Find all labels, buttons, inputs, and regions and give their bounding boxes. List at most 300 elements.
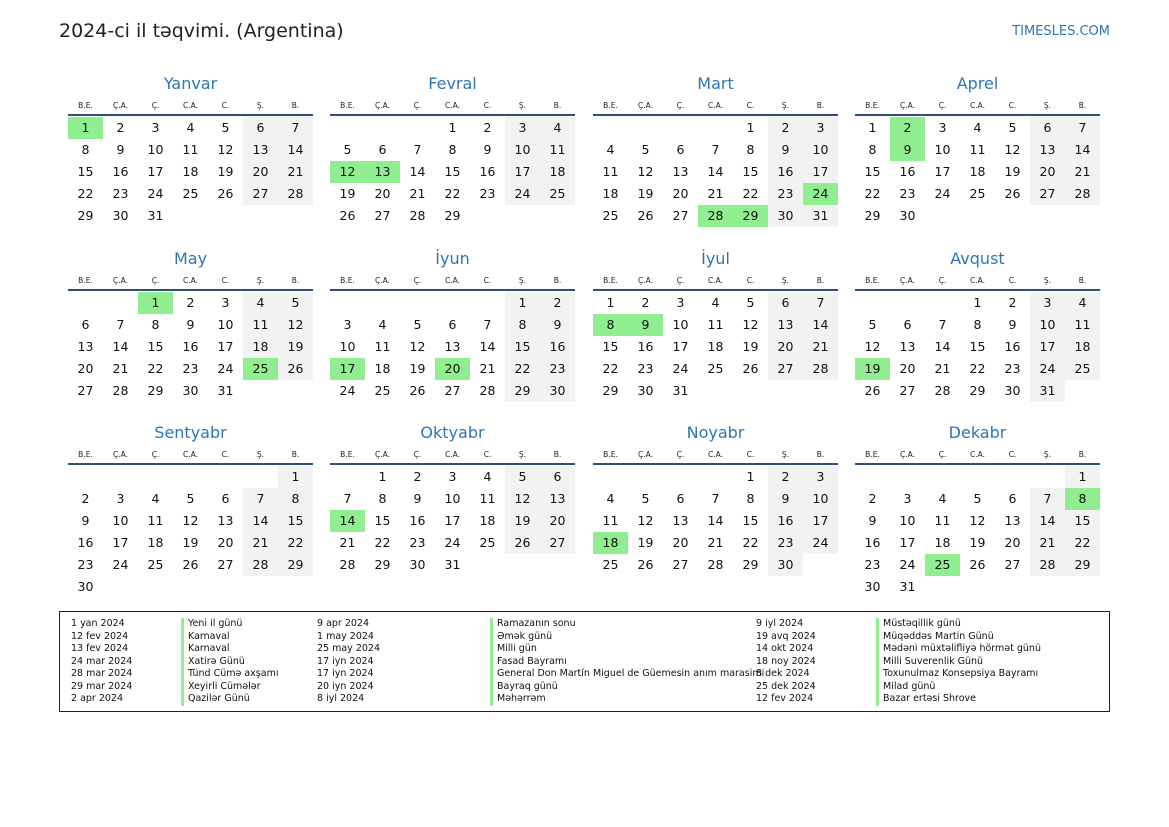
weekday-label: B.E. bbox=[603, 276, 618, 285]
day-cell: 28 bbox=[707, 557, 724, 572]
day-cell: 27 bbox=[444, 383, 461, 398]
weekday-label: B. bbox=[1078, 276, 1087, 285]
day-cell: 22 bbox=[602, 361, 619, 376]
day-cell: 2 bbox=[641, 295, 650, 310]
day-cell: 9 bbox=[768, 488, 803, 510]
day-cell: 28 bbox=[243, 554, 278, 576]
day-cell: 2 bbox=[116, 120, 125, 135]
day-cell: 10 bbox=[217, 317, 234, 332]
weekday-label: B.E. bbox=[865, 450, 880, 459]
day-cell: 13 bbox=[243, 139, 278, 161]
holiday-name: Məhərrəm bbox=[490, 693, 546, 706]
weekday-label: Ş. bbox=[781, 101, 790, 110]
day-cell: 9 bbox=[768, 139, 803, 161]
day-cell: 2 bbox=[1008, 295, 1017, 310]
holiday-day-cell: 9 bbox=[890, 139, 925, 161]
day-cell: 13 bbox=[768, 314, 803, 336]
holiday-day-cell: 18 bbox=[593, 532, 628, 554]
day-cell: 16 bbox=[899, 164, 916, 179]
day-cell: 12 bbox=[742, 317, 759, 332]
day-cell: 27 bbox=[672, 208, 689, 223]
day-cell: 18 bbox=[969, 164, 986, 179]
day-cell: 9 bbox=[483, 142, 492, 157]
site-link[interactable]: TIMESLES.COM bbox=[1012, 24, 1110, 39]
day-cell: 30 bbox=[768, 554, 803, 576]
weekday-label: B.E. bbox=[78, 276, 93, 285]
days-grid bbox=[593, 466, 838, 598]
legend-column bbox=[756, 618, 1041, 706]
day-cell: 27 bbox=[540, 532, 575, 554]
day-cell: 11 bbox=[243, 314, 278, 336]
weekday-label: C.A. bbox=[444, 450, 460, 459]
weekday-label: Ç.A. bbox=[637, 450, 653, 459]
day-cell: 16 bbox=[637, 339, 654, 354]
day-cell: 14 bbox=[1030, 510, 1065, 532]
weekday-label: Ş. bbox=[518, 276, 527, 285]
day-cell: 22 bbox=[505, 358, 540, 380]
day-cell: 6 bbox=[243, 117, 278, 139]
holiday-day-cell: 17 bbox=[330, 358, 365, 380]
day-cell: 28 bbox=[1030, 554, 1065, 576]
day-cell: 30 bbox=[1004, 383, 1021, 398]
day-cell: 7 bbox=[278, 117, 313, 139]
month-block bbox=[330, 423, 575, 598]
weekday-label: Ç. bbox=[151, 101, 160, 110]
day-cell: 22 bbox=[864, 186, 881, 201]
day-cell: 22 bbox=[1065, 532, 1100, 554]
day-cell: 8 bbox=[378, 491, 387, 506]
day-cell: 5 bbox=[868, 317, 877, 332]
weekday-label: Ç.A. bbox=[637, 276, 653, 285]
weekday-label: C. bbox=[1008, 450, 1017, 459]
weekday-header bbox=[855, 272, 1100, 291]
day-cell: 7 bbox=[483, 317, 492, 332]
day-cell: 27 bbox=[243, 183, 278, 205]
month-block bbox=[593, 249, 838, 424]
day-cell: 26 bbox=[742, 361, 759, 376]
holiday-name: Fasad Bayramı bbox=[490, 656, 567, 669]
day-cell: 23 bbox=[540, 358, 575, 380]
day-cell: 23 bbox=[899, 186, 916, 201]
day-cell: 22 bbox=[742, 535, 759, 550]
day-cell: 10 bbox=[1030, 314, 1065, 336]
weekday-label: B. bbox=[291, 101, 300, 110]
holiday-date: 25 dek 2024 bbox=[756, 680, 816, 692]
day-cell: 30 bbox=[112, 208, 129, 223]
holiday-day-cell: 25 bbox=[925, 554, 960, 576]
weekday-label: Ç. bbox=[938, 450, 947, 459]
holiday-day-cell: 9 bbox=[628, 314, 663, 336]
weekday-label: B.E. bbox=[340, 276, 355, 285]
days-grid bbox=[68, 466, 313, 598]
weekday-label: C. bbox=[483, 450, 492, 459]
month-name: Fevral bbox=[428, 74, 477, 93]
day-cell: 3 bbox=[676, 295, 685, 310]
weekday-label: B. bbox=[291, 450, 300, 459]
day-cell: 29 bbox=[602, 383, 619, 398]
weekday-label: C.A. bbox=[182, 276, 198, 285]
day-cell: 30 bbox=[540, 380, 575, 402]
day-cell: 17 bbox=[505, 161, 540, 183]
empty-cell bbox=[435, 292, 470, 314]
weekday-header bbox=[593, 97, 838, 116]
day-cell: 14 bbox=[803, 314, 838, 336]
day-cell: 3 bbox=[803, 466, 838, 488]
day-cell: 30 bbox=[182, 383, 199, 398]
legend-row bbox=[71, 681, 278, 694]
legend-row bbox=[317, 656, 764, 669]
day-cell: 8 bbox=[278, 488, 313, 510]
holiday-date: 14 okt 2024 bbox=[756, 643, 814, 654]
weekday-label: B.E. bbox=[340, 450, 355, 459]
weekday-label: Ş. bbox=[1043, 450, 1052, 459]
day-cell: 16 bbox=[1004, 339, 1021, 354]
holiday-legend bbox=[59, 611, 1110, 712]
day-cell: 22 bbox=[742, 186, 759, 201]
days-grid bbox=[68, 292, 313, 424]
day-cell: 29 bbox=[1065, 554, 1100, 576]
weekday-label: C.A. bbox=[969, 450, 985, 459]
day-cell: 1 bbox=[505, 292, 540, 314]
weekday-label: Ç. bbox=[938, 101, 947, 110]
holiday-date: 1 may 2024 bbox=[317, 630, 374, 642]
day-cell: 14 bbox=[707, 164, 724, 179]
day-cell: 23 bbox=[864, 557, 881, 572]
day-cell: 6 bbox=[81, 317, 90, 332]
day-cell: 20 bbox=[217, 535, 234, 550]
holiday-name: Toxunulmaz Konsepsiya Bayramı bbox=[876, 668, 1038, 681]
day-cell: 5 bbox=[1008, 120, 1017, 135]
month-name: İyul bbox=[701, 249, 730, 268]
holiday-date: 8 iyl 2024 bbox=[317, 693, 365, 704]
weekday-label: Ş. bbox=[256, 450, 265, 459]
day-cell: 4 bbox=[606, 491, 615, 506]
empty-cell bbox=[400, 292, 435, 314]
day-cell: 5 bbox=[973, 491, 982, 506]
days-grid bbox=[330, 466, 575, 598]
month-block bbox=[68, 249, 313, 424]
day-cell: 29 bbox=[278, 554, 313, 576]
day-cell: 25 bbox=[1065, 358, 1100, 380]
weekday-label: B. bbox=[816, 101, 825, 110]
day-cell: 29 bbox=[77, 208, 94, 223]
day-cell: 4 bbox=[606, 142, 615, 157]
day-cell: 13 bbox=[1030, 139, 1065, 161]
day-cell: 7 bbox=[343, 491, 352, 506]
day-cell: 28 bbox=[1065, 183, 1100, 205]
holiday-date: 18 noy 2024 bbox=[756, 655, 816, 667]
day-cell: 30 bbox=[409, 557, 426, 572]
day-cell: 28 bbox=[409, 208, 426, 223]
weekday-header bbox=[330, 446, 575, 465]
days-grid bbox=[330, 117, 575, 249]
day-cell: 29 bbox=[147, 383, 164, 398]
weekday-label: Ş. bbox=[1043, 276, 1052, 285]
day-cell: 3 bbox=[903, 491, 912, 506]
month-block bbox=[855, 249, 1100, 424]
day-cell: 7 bbox=[1030, 488, 1065, 510]
day-cell: 4 bbox=[973, 120, 982, 135]
weekday-label: B.E. bbox=[78, 101, 93, 110]
day-cell: 3 bbox=[448, 469, 457, 484]
weekday-label: B. bbox=[1078, 101, 1087, 110]
day-cell: 19 bbox=[217, 164, 234, 179]
holiday-day-cell: 24 bbox=[803, 183, 838, 205]
weekday-label: Ç. bbox=[151, 450, 160, 459]
month-block bbox=[593, 74, 838, 249]
weekday-label: C. bbox=[746, 276, 755, 285]
weekday-label: B. bbox=[816, 450, 825, 459]
month-name: Oktyabr bbox=[420, 423, 485, 442]
day-cell: 8 bbox=[151, 317, 160, 332]
empty-cell bbox=[1030, 466, 1065, 488]
empty-cell bbox=[925, 466, 960, 488]
holiday-name: Xeyirli Cümələr bbox=[181, 681, 261, 694]
day-cell: 30 bbox=[768, 205, 803, 227]
weekday-label: C.A. bbox=[707, 276, 723, 285]
day-cell: 20 bbox=[1030, 161, 1065, 183]
day-cell: 2 bbox=[186, 295, 195, 310]
day-cell: 15 bbox=[1065, 510, 1100, 532]
day-cell: 16 bbox=[540, 336, 575, 358]
day-cell: 12 bbox=[505, 488, 540, 510]
day-cell: 15 bbox=[147, 339, 164, 354]
days-grid bbox=[593, 292, 838, 424]
holiday-day-cell: 29 bbox=[733, 205, 768, 227]
day-cell: 16 bbox=[864, 535, 881, 550]
day-cell: 3 bbox=[938, 120, 947, 135]
month-name: Mart bbox=[697, 74, 734, 93]
holiday-date: 20 iyn 2024 bbox=[317, 680, 374, 692]
weekday-label: Ç.A. bbox=[112, 450, 128, 459]
day-cell: 9 bbox=[1008, 317, 1017, 332]
holiday-day-cell: 19 bbox=[855, 358, 890, 380]
empty-cell bbox=[68, 466, 103, 488]
holiday-day-cell: 14 bbox=[330, 510, 365, 532]
holiday-date: 9 iyl 2024 bbox=[756, 618, 804, 629]
day-cell: 5 bbox=[221, 120, 230, 135]
day-cell: 11 bbox=[182, 142, 199, 157]
legend-row bbox=[317, 668, 764, 681]
day-cell: 4 bbox=[483, 469, 492, 484]
empty-cell bbox=[628, 117, 663, 139]
day-cell: 20 bbox=[672, 186, 689, 201]
legend-row bbox=[756, 668, 1041, 681]
day-cell: 17 bbox=[112, 535, 129, 550]
day-cell: 26 bbox=[637, 557, 654, 572]
weekday-label: Ş. bbox=[518, 101, 527, 110]
day-cell: 11 bbox=[1065, 314, 1100, 336]
day-cell: 4 bbox=[711, 295, 720, 310]
day-cell: 19 bbox=[637, 186, 654, 201]
day-cell: 13 bbox=[540, 488, 575, 510]
day-cell: 15 bbox=[77, 164, 94, 179]
weekday-label: B.E. bbox=[603, 450, 618, 459]
day-cell: 25 bbox=[182, 186, 199, 201]
day-cell: 3 bbox=[803, 117, 838, 139]
weekday-label: B.E. bbox=[78, 450, 93, 459]
weekday-label: C. bbox=[221, 101, 230, 110]
legend-column bbox=[71, 618, 278, 706]
holiday-name: Milli gün bbox=[490, 643, 537, 656]
weekday-header bbox=[330, 272, 575, 291]
day-cell: 22 bbox=[374, 535, 391, 550]
weekday-label: Ç. bbox=[676, 450, 685, 459]
day-cell: 25 bbox=[602, 557, 619, 572]
days-grid bbox=[855, 466, 1100, 598]
holiday-name: Karnaval bbox=[181, 643, 230, 656]
month-name: Yanvar bbox=[163, 74, 218, 93]
day-cell: 10 bbox=[112, 513, 129, 528]
day-cell: 27 bbox=[77, 383, 94, 398]
day-cell: 23 bbox=[1004, 361, 1021, 376]
day-cell: 23 bbox=[182, 361, 199, 376]
day-cell: 6 bbox=[903, 317, 912, 332]
legend-row bbox=[71, 631, 278, 644]
holiday-day-cell: 25 bbox=[243, 358, 278, 380]
day-cell: 21 bbox=[707, 535, 724, 550]
day-cell: 17 bbox=[1030, 336, 1065, 358]
holiday-day-cell: 2 bbox=[890, 117, 925, 139]
day-cell: 14 bbox=[1065, 139, 1100, 161]
empty-cell bbox=[330, 292, 365, 314]
weekday-label: Ç.A. bbox=[899, 450, 915, 459]
day-cell: 24 bbox=[899, 557, 916, 572]
weekday-header bbox=[855, 446, 1100, 465]
day-cell: 11 bbox=[934, 513, 951, 528]
weekday-label: C. bbox=[483, 276, 492, 285]
empty-cell bbox=[925, 292, 960, 314]
legend-row bbox=[71, 618, 278, 631]
day-cell: 18 bbox=[707, 339, 724, 354]
day-cell: 29 bbox=[374, 557, 391, 572]
day-cell: 27 bbox=[1004, 557, 1021, 572]
day-cell: 31 bbox=[672, 383, 689, 398]
empty-cell bbox=[103, 292, 138, 314]
day-cell: 31 bbox=[217, 383, 234, 398]
day-cell: 26 bbox=[182, 557, 199, 572]
day-cell: 7 bbox=[1065, 117, 1100, 139]
day-cell: 2 bbox=[768, 466, 803, 488]
month-name: Noyabr bbox=[686, 423, 745, 442]
day-cell: 7 bbox=[938, 317, 947, 332]
month-name: Aprel bbox=[956, 74, 999, 93]
weekday-label: B. bbox=[1078, 450, 1087, 459]
day-cell: 18 bbox=[540, 161, 575, 183]
day-cell: 26 bbox=[505, 532, 540, 554]
holiday-name: Karnaval bbox=[181, 631, 230, 644]
day-cell: 4 bbox=[151, 491, 160, 506]
day-cell: 22 bbox=[278, 532, 313, 554]
day-cell: 26 bbox=[637, 208, 654, 223]
weekday-header bbox=[593, 446, 838, 465]
holiday-name: Bazar ertəsi Shrove bbox=[876, 693, 976, 706]
holiday-date: 25 may 2024 bbox=[317, 643, 381, 654]
days-grid bbox=[330, 292, 575, 424]
day-cell: 11 bbox=[374, 339, 391, 354]
day-cell: 21 bbox=[707, 186, 724, 201]
legend-row bbox=[317, 631, 764, 644]
holiday-name: Qazilər Günü bbox=[181, 693, 250, 706]
empty-cell bbox=[628, 466, 663, 488]
day-cell: 13 bbox=[444, 339, 461, 354]
holiday-date: 17 iyn 2024 bbox=[317, 655, 374, 667]
day-cell: 13 bbox=[1004, 513, 1021, 528]
legend-row bbox=[317, 693, 764, 706]
day-cell: 21 bbox=[934, 361, 951, 376]
day-cell: 23 bbox=[112, 186, 129, 201]
day-cell: 11 bbox=[602, 513, 619, 528]
weekday-label: C.A. bbox=[969, 276, 985, 285]
holiday-date: 9 apr 2024 bbox=[317, 618, 370, 629]
day-cell: 29 bbox=[742, 557, 759, 572]
empty-cell bbox=[138, 466, 173, 488]
day-cell: 18 bbox=[374, 361, 391, 376]
day-cell: 7 bbox=[413, 142, 422, 157]
day-cell: 6 bbox=[448, 317, 457, 332]
day-cell: 6 bbox=[221, 491, 230, 506]
day-cell: 26 bbox=[409, 383, 426, 398]
day-cell: 21 bbox=[1065, 161, 1100, 183]
day-cell: 17 bbox=[803, 161, 838, 183]
day-cell: 5 bbox=[413, 317, 422, 332]
weekday-label: C. bbox=[221, 450, 230, 459]
weekday-label: C.A. bbox=[707, 101, 723, 110]
day-cell: 16 bbox=[479, 164, 496, 179]
day-cell: 26 bbox=[278, 358, 313, 380]
day-cell: 28 bbox=[278, 183, 313, 205]
day-cell: 12 bbox=[637, 164, 654, 179]
day-cell: 20 bbox=[243, 161, 278, 183]
day-cell: 26 bbox=[1004, 186, 1021, 201]
weekday-label: Ş. bbox=[256, 276, 265, 285]
day-cell: 25 bbox=[479, 535, 496, 550]
day-cell: 3 bbox=[343, 317, 352, 332]
day-cell: 15 bbox=[864, 164, 881, 179]
day-cell: 16 bbox=[768, 510, 803, 532]
holiday-name: Mədəni müxtəlifliyə hörmət günü bbox=[876, 643, 1041, 656]
page-title: 2024-ci il təqvimi. (Argentina) bbox=[59, 20, 344, 42]
day-cell: 11 bbox=[969, 142, 986, 157]
day-cell: 20 bbox=[768, 336, 803, 358]
empty-cell bbox=[365, 292, 400, 314]
empty-cell bbox=[173, 466, 208, 488]
day-cell: 13 bbox=[672, 164, 689, 179]
day-cell: 28 bbox=[339, 557, 356, 572]
weekday-label: C.A. bbox=[444, 101, 460, 110]
month-name: Sentyabr bbox=[154, 423, 227, 442]
day-cell: 24 bbox=[112, 557, 129, 572]
day-cell: 24 bbox=[505, 183, 540, 205]
day-cell: 11 bbox=[147, 513, 164, 528]
day-cell: 29 bbox=[444, 208, 461, 223]
day-cell: 24 bbox=[672, 361, 689, 376]
day-cell: 26 bbox=[217, 186, 234, 201]
day-cell: 15 bbox=[742, 513, 759, 528]
day-cell: 16 bbox=[77, 535, 94, 550]
weekday-label: Ç. bbox=[676, 101, 685, 110]
day-cell: 21 bbox=[339, 535, 356, 550]
day-cell: 28 bbox=[112, 383, 129, 398]
day-cell: 10 bbox=[339, 339, 356, 354]
day-cell: 19 bbox=[182, 535, 199, 550]
month-block bbox=[330, 74, 575, 249]
legend-row bbox=[756, 693, 1041, 706]
day-cell: 7 bbox=[711, 491, 720, 506]
month-name: May bbox=[173, 249, 208, 268]
day-cell: 4 bbox=[1065, 292, 1100, 314]
day-cell: 24 bbox=[147, 186, 164, 201]
